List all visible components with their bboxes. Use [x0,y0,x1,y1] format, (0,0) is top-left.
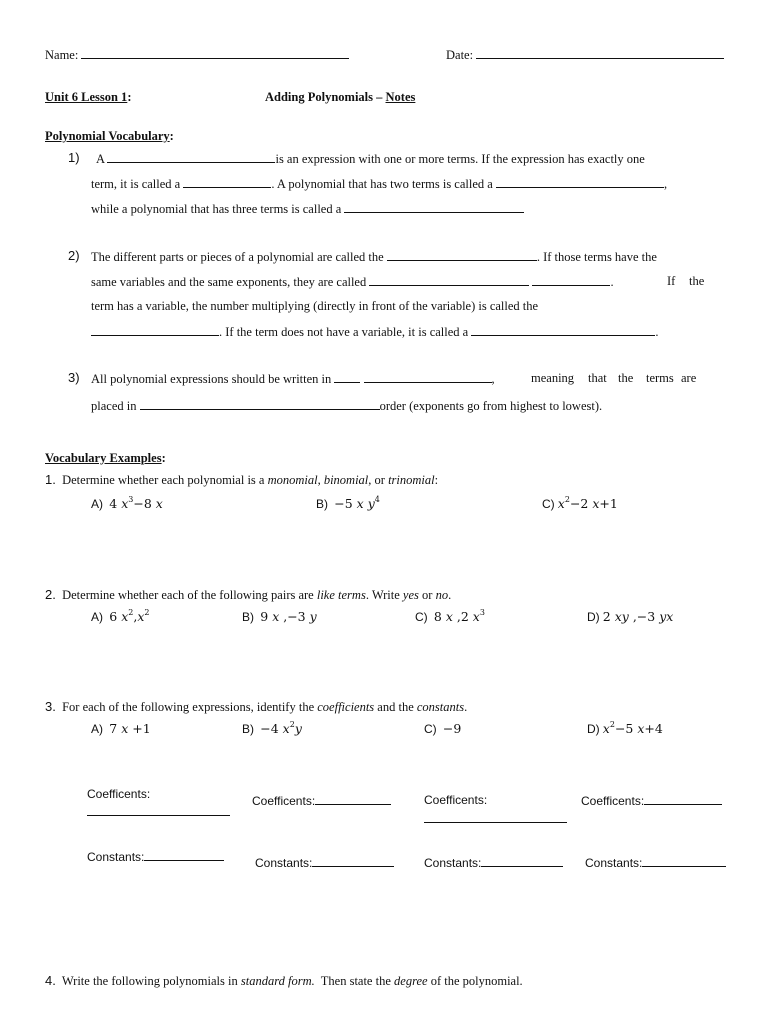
coef-row-b: Coefficents: [252,793,391,808]
p2-a: A) 6 $x^2,x^2$ [91,608,150,624]
p2-c-expression: 8 x ,2 $x^3$ [433,608,485,624]
blank-standard-2[interactable] [364,371,492,383]
p2-c: C) 8 x ,2 $x^3$ [415,608,485,624]
blank-constant[interactable] [471,324,655,336]
date-label: Date: [446,48,474,62]
blank-polynomial[interactable] [107,151,275,163]
blank-like[interactable] [369,274,529,286]
p3-c-expression: −9 [442,721,462,736]
coef-label-c: Coefficents: [424,793,488,807]
blank-coefficient[interactable] [91,324,219,336]
vocab-heading: Polynomial Vocabulary: [45,129,174,143]
p1-a-expression: 4 $x^3-8$ x [109,495,163,511]
p3-d: D) $x^2-5$ x+4 [587,720,663,736]
blank-terms[interactable] [387,249,537,261]
q1-number: 1) [68,150,80,165]
p3-prompt: 3. For each of the following expressions, identify the coefficients and the constants. [45,699,468,714]
p1-c: C) $x^2-2$ x+1 [542,495,618,511]
const-field-b[interactable] [312,855,394,867]
const-row-a: Constants: [87,849,224,864]
q1-line3: while a polynomial that has three terms is called a [91,201,524,217]
coef-row-d: Coefficents: [581,793,722,808]
p3-a-expression: 7 x +1 [109,721,151,736]
page-title: Adding Polynomials – Notes [265,90,416,104]
name-label: Name: [45,48,79,62]
blank-standard-1[interactable] [334,371,360,383]
p4-prompt: 4. Write the following polynomials in standard form. Then state the degree of the polynomial. [45,973,523,988]
q3-number: 3) [68,370,80,385]
coef-field-d[interactable] [644,793,722,805]
examples-heading: Vocabulary Examples: [45,451,166,465]
p3-c: C) −9 [424,721,462,736]
p2-a-expression: 6 $x^2,x^2$ [109,608,150,624]
date-field[interactable] [476,47,724,59]
p2-d: D) 2 xy ,−3 yx [587,609,674,624]
p2-b-expression: 9 x ,−3 y [260,609,317,624]
q2-line1: The different parts or pieces of a polynomial are called the . If those terms have the [91,250,657,264]
p1-b: B) −5 x $y^4$ [316,495,380,511]
q1-line1: A is an expression with one or more terms. If the expression has exactly one [96,152,645,166]
q2-line2: same variables and the same exponents, they are called . If the [91,274,705,289]
name-field[interactable] [81,47,349,59]
p1-prompt: 1. Determine whether each polynomial is a monomial, binomial, or trinomial: [45,472,439,487]
p1-c-expression: $x^2-2$ x+1 [557,495,618,511]
q2-line3: term has a variable, the number multiplying (directly in front of the variable) is called the [91,299,539,313]
p1-b-expression: −5 x $y^4$ [334,495,380,511]
const-field-d[interactable] [642,855,726,867]
q3-line1: All polynomial expressions should be written in , meaning that the terms are [91,371,697,386]
const-row-d: Constants: [585,855,726,870]
q3-line2: placed in order (exponents go from highest to lowest). [91,399,603,413]
date-row [446,47,724,63]
blank-terms-2[interactable] [532,274,610,286]
q2-line4: . If the term does not have a variable, it is called a . [91,324,658,340]
q1-line2: term, it is called a . A polynomial that has two terms is called a , [91,177,668,191]
name-row [45,47,349,63]
unit-label: Unit 6 Lesson 1: [45,90,132,104]
p2-b: B) 9 x ,−3 y [242,609,317,624]
p3-b: B) −4 $x^2y$ [242,720,302,736]
p3-d-expression: $x^2-5$ x+4 [602,720,663,736]
p3-a: A) 7 x +1 [91,721,151,736]
blank-trinomial[interactable] [344,201,524,213]
coef-label-a: Coefficents: [87,787,151,801]
coef-field-b[interactable] [315,793,391,805]
const-field-c[interactable] [481,855,563,867]
const-row-c: Constants: [424,855,563,870]
const-field-a[interactable] [144,849,224,861]
q2-number: 2) [68,248,80,263]
blank-binomial[interactable] [496,176,664,188]
blank-monomial[interactable] [183,176,271,188]
p2-d-expression: 2 xy ,−3 yx [602,609,674,624]
coef-field-c[interactable] [424,822,567,823]
p1-a: A) 4 $x^3-8$ x [91,495,163,511]
blank-descending[interactable] [140,398,380,410]
p2-prompt: 2. Determine whether each of the following pairs are like terms. Write yes or no. [45,587,452,602]
p3-b-expression: −4 $x^2y$ [260,720,302,736]
const-row-b: Constants: [255,855,394,870]
coef-field-a[interactable] [87,815,230,816]
